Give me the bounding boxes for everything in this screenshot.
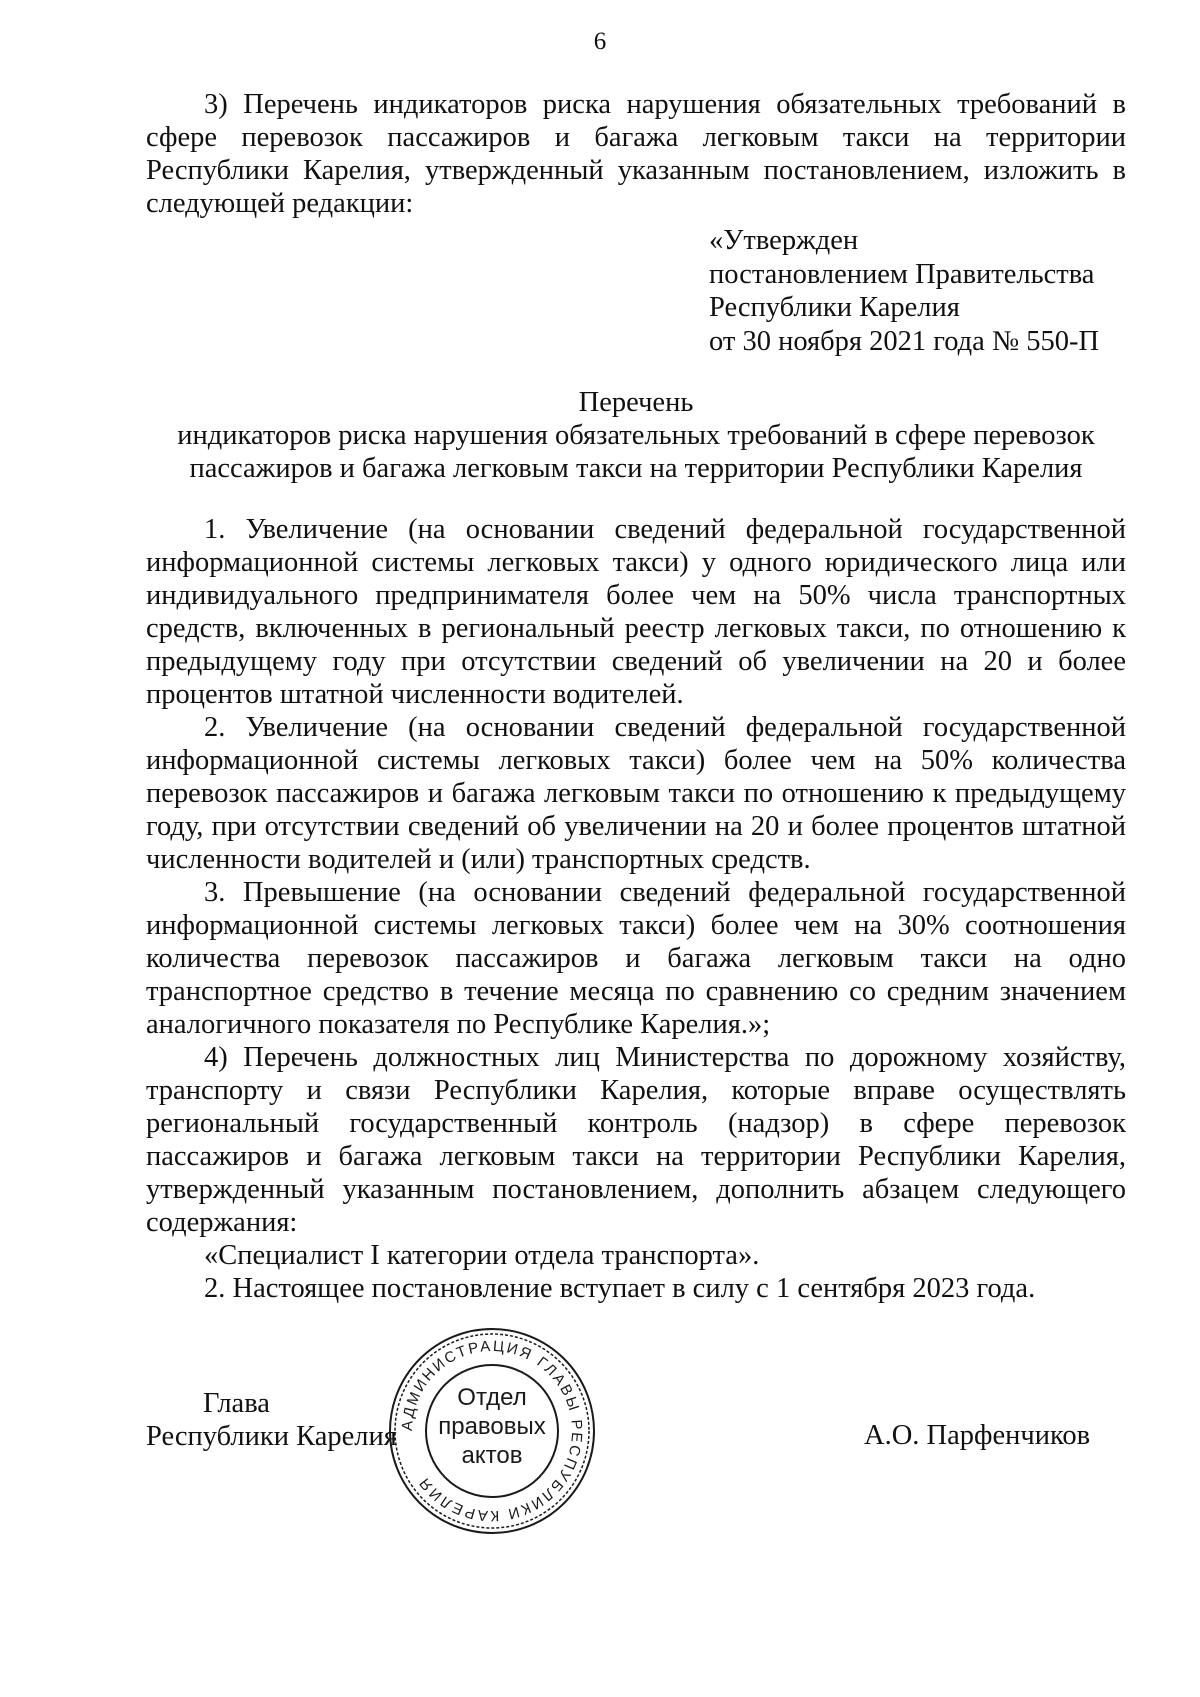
signature-position — [146, 1387, 397, 1453]
approval-line: «Утвержден — [709, 225, 859, 256]
stamp-line: правовых — [438, 1413, 546, 1440]
list-item: 2. Настоящее постановление вступает в силу с 1 сентября 2023 года. — [204, 1273, 1036, 1304]
intro-paragraph: 3) Перечень индикаторов риска нарушения обязательных требований в сфере перевозок пассажиров и багажа легковым такси на территории Республики Карелия, утвержденный указанным постановлением, изложить в следующей редакции: — [146, 89, 1126, 219]
document-body — [146, 88, 1126, 1305]
approval-line: Республики Карелия — [709, 292, 960, 323]
approval-line: постановлением Правительства — [709, 258, 1095, 290]
title-line: пассажиров и багажа легковым такси на территории Республики Карелия — [189, 453, 1083, 484]
signature-position-line: Республики Карелия — [146, 1421, 397, 1452]
list-item: 1. Увеличение (на основании сведений федеральной государственной информационной системы легковых такси) у одного юридического лица или индивидуального предпринимателя более чем на 50% числа транспортных средств, включенных в региональный реестр легковых такси, по отношению к предыдущему году при отсутствии сведений об увеличении на 20 и более процентов штатной численности водителей. — [146, 514, 1126, 710]
signature-position-line: Глава — [203, 1388, 270, 1419]
title-line: индикаторов риска нарушения обязательных требований в сфере перевозок — [177, 420, 1095, 451]
list-item: 4) Перечень должностных лиц Министерства по дорожному хозяйству, транспорту и связи Республики Карелия, которые вправе осуществлять региональный государственный контроль (надзор) в сфере перевозок пассажиров и багажа легковым такси на территории Республики Карелия, утвержденный указанным постановлением, дополнить абзацем следующего содержания: — [146, 1042, 1126, 1238]
stamp-line: Отдел — [457, 1384, 527, 1411]
stamp-ring-text: АДМИНИСТРАЦИЯ ГЛАВЫ РЕСПУБЛИКИ КАРЕЛИЯ — [398, 1337, 586, 1525]
stamp-line: актов — [461, 1442, 523, 1469]
approval-block — [709, 224, 1126, 358]
list-item: 3. Превышение (на основании сведений федеральной государственной информационной системы легковых такси) более чем на 30% соотношения количества перевозок пассажиров и багажа легковым такси на одно транспортное средство в течение месяца по сравнению со средним значением аналогичного показателя по Республике Карелия.»; — [146, 877, 1126, 1040]
list-item: «Специалист I категории отдела транспорта». — [204, 1240, 760, 1271]
official-stamp — [386, 1325, 598, 1537]
title-line: Перечень — [578, 387, 694, 418]
list-item: 2. Увеличение (на основании сведений федеральной государственной информационной системы легковых такси) более чем на 50% количества перевозок пассажиров и багажа легковым такси по отношению к предыдущему году, при отсутствии сведений об увеличении на 20 и более процентов штатной численности водителей и (или) транспортных средств. — [146, 712, 1126, 875]
page-number: 6 — [593, 28, 607, 55]
list-items — [146, 513, 1126, 1305]
signer-name: А.О. Парфенчиков — [864, 1420, 1091, 1451]
list-title — [146, 386, 1126, 485]
approval-line: от 30 ноября 2021 года № 550-П — [709, 325, 1100, 357]
